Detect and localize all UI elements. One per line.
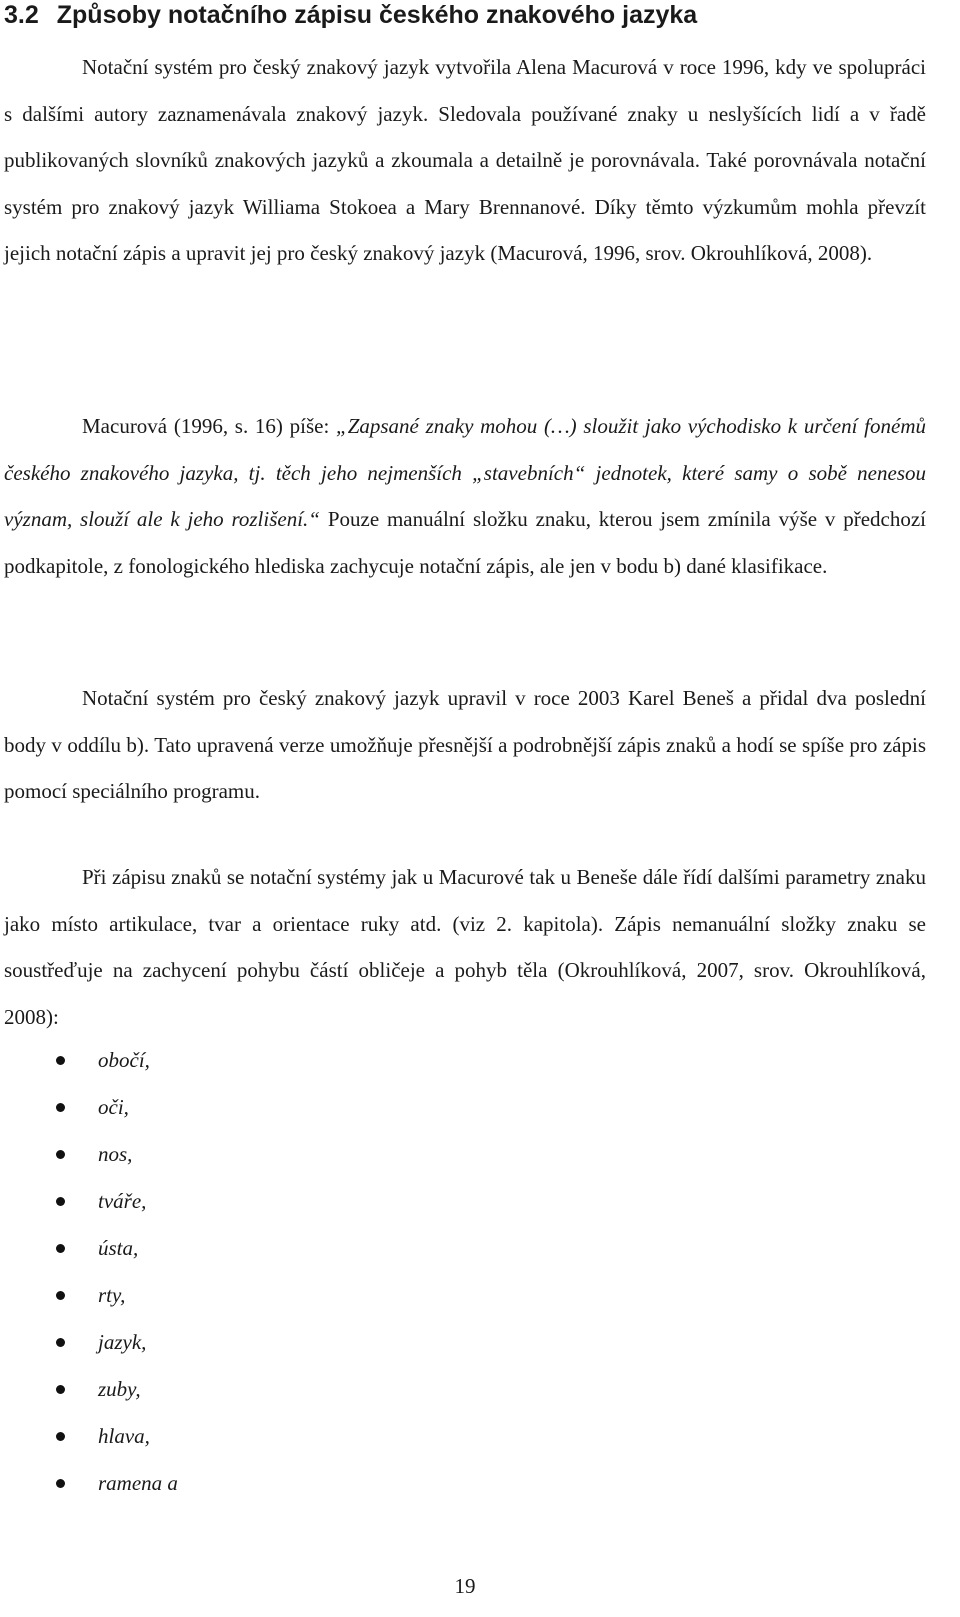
list-item-text: nos,	[98, 1142, 133, 1166]
bullet-icon	[56, 1479, 65, 1488]
list-item-text: hlava,	[98, 1424, 150, 1448]
paragraph-2	[4, 403, 926, 589]
paragraph-1	[4, 44, 926, 277]
paragraph-2-intro: Macurová (1996, s. 16) píše:	[82, 414, 337, 438]
section-number: 3.2	[4, 1, 39, 29]
bullet-icon	[56, 1103, 65, 1112]
bullet-icon	[56, 1056, 65, 1065]
paragraph-3	[4, 675, 926, 815]
bullet-icon	[56, 1244, 65, 1253]
bullet-icon	[56, 1338, 65, 1347]
list-item-text: ramena a	[98, 1471, 178, 1495]
paragraph-1-text: Notační systém pro český znakový jazyk vytvořila Alena Macurová v roce 1996, kdy ve spolupráci s dalšími autory zaznamenávala znakový jazyk. Sledovala používané znaky u neslyšících lidí a v řadě publikovaných slovníků znakových jazyků a zkoumala a detailně je porovnávala. Také porovnávala notační systém pro znakový jazyk Williama Stokoea a Mary Brennanové. Díky těmto výzkumům mohla převzít jejich notační zápis a upravit jej pro český znakový jazyk (Macurová, 1996, srov. Okrouhlíková, 2008).	[4, 55, 926, 265]
section-title: Způsoby notačního zápisu českého znakového jazyka	[56, 1, 698, 29]
section-heading	[4, 0, 697, 30]
page-number: 19	[454, 1574, 476, 1598]
paragraph-4-text: Při zápisu znaků se notační systémy jak u Macurové tak u Beneše dále řídí dalšími parametry znaku jako místo artikulace, tvar a orientace ruky atd. (viz 2. kapitola). Zápis nemanuální složky znaku se soustřeďuje na zachycení pohybu částí obličeje a pohyb těla (Okrouhlíková, 2007, srov. Okrouhlíková, 2008):	[4, 865, 926, 1029]
list-item-text: jazyk,	[98, 1330, 147, 1354]
bullet-icon	[56, 1432, 65, 1441]
list-item-text: oči,	[98, 1095, 129, 1119]
bullet-icon	[56, 1197, 65, 1206]
list-item-text: rty,	[98, 1283, 126, 1307]
list-item-text: obočí,	[98, 1048, 150, 1072]
list-item-text: ústa,	[98, 1236, 139, 1260]
citation-quote: „Zapsané znaky mohou (…) sloužit jako východisko k určení fonémů českého znakového jazyka, tj. těch jeho nejmenších „stavebních“ jednotek, které samy o sobě nenesou význam, slouží ale k jeho rozlišení.“	[4, 414, 926, 531]
bullet-icon	[56, 1385, 65, 1394]
bullet-icon	[56, 1291, 65, 1300]
paragraph-3-text: Notační systém pro český znakový jazyk upravil v roce 2003 Karel Beneš a přidal dva poslední body v oddílu b). Tato upravená verze umožňuje přesnější a podrobnější zápis znaků a hodí se spíše pro zápis pomocí speciálního programu.	[4, 686, 926, 803]
list-item-text: zuby,	[98, 1377, 141, 1401]
paragraph-2-rest: Pouze manuální složku znaku, kterou jsem zmínila výše v předchozí podkapitole, z fonologického hlediska zachycuje notační zápis, ale jen v bodu b) dané klasifikace.	[4, 507, 926, 578]
bullet-icon	[56, 1150, 65, 1159]
paragraph-4	[4, 854, 926, 1040]
list-item-text: tváře,	[98, 1189, 147, 1213]
